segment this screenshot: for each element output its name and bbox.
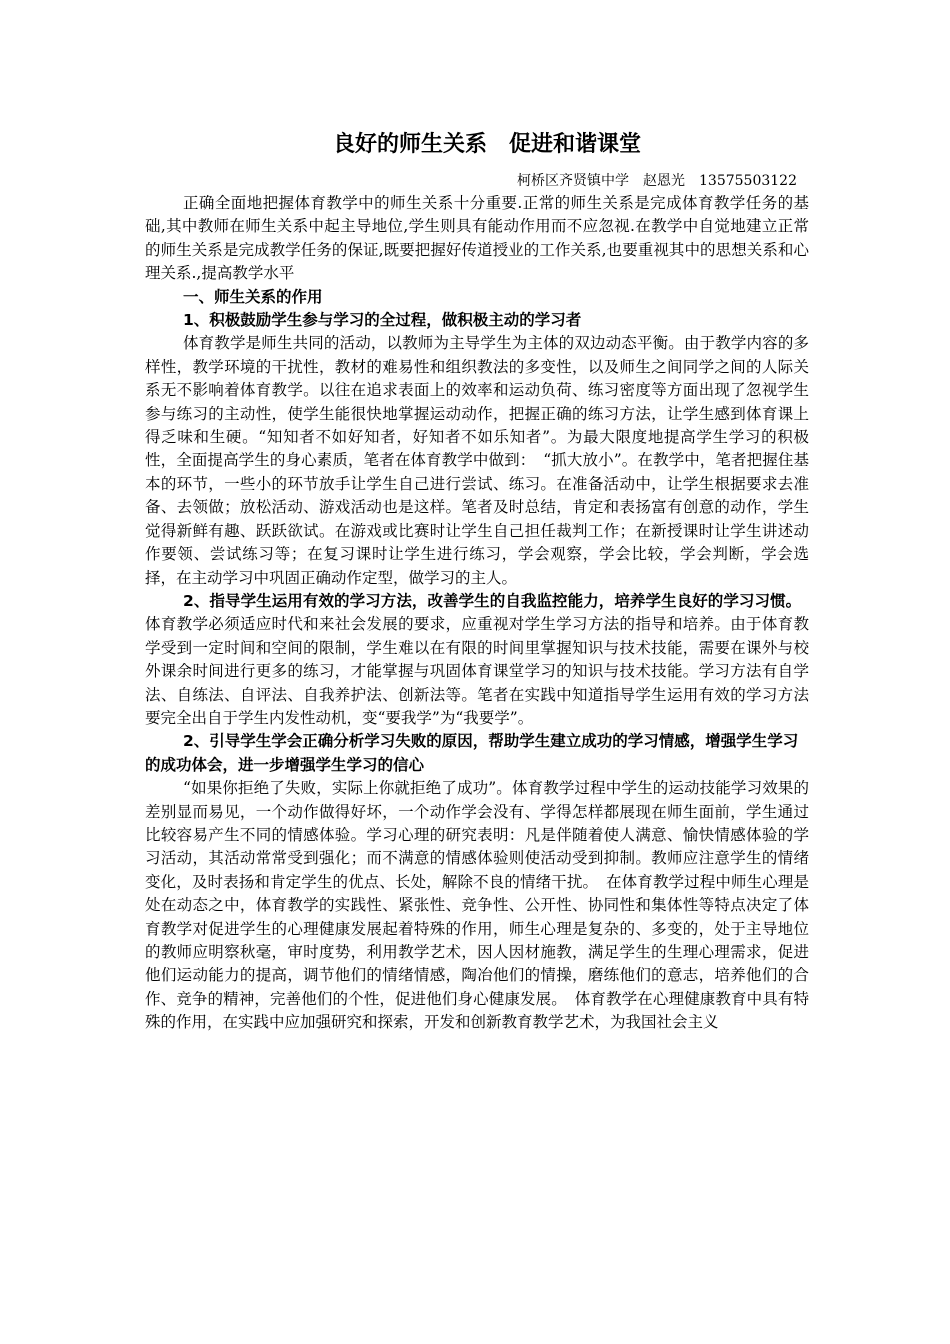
- subsection-body-1: 体育教学是师生共同的活动，以教师为主导学生为主体的双边动态平衡。由于教学内容的多样性，教学环境的干扰性，教材的难易性和组织教法的多变性，以及师生之间同学之间的人际关系无不影响着体育教学。以往在追求表面上的效率和运动负荷、练习密度等方面出现了忽视学生参与练习的主动性，使学生能很快地掌握运动动作，把握正确的练习方法，让学生感到体育课上得乏味和生硬。“知知者不如好知者，好知者不如乐知者”。为最大限度地提高学生学习的积极性，全面提高学生的身心素质，笔者在体育教学中做到： “抓大放小”。在教学中，笔者把握住基本的环节，一些小的环节放手让学生自己进行尝试、练习。在准备活动中，让学生根据要求去准备、去领做；放松活动、游戏活动也是这样。笔者及时总结，肯定和表扬富有创意的动作，学生觉得新鲜有趣、跃跃欲试。在游戏或比赛时让学生自己担任裁判工作；在新授课时让学生讲述动作要领、尝试练习等；在复习课时让学生进行练习，学会观察，学会比较，学会判断，学会选择，在主动学习中巩固正确动作定型，做学习的主人。: [145, 334, 809, 587]
- subsection-heading-3: 2、引导学生学会正确分析学习失败的原因，帮助学生建立成功的学习情感，增强学生学习的成功体会，进一步增强学生学习的信心: [145, 732, 799, 774]
- section-heading-1: 一、师生关系的作用: [183, 287, 323, 306]
- document-title: 良好的师生关系 促进和谐课堂: [332, 132, 641, 157]
- subsection-heading-1: 1、积极鼓励学生参与学习的全过程，做积极主动的学习者: [183, 311, 582, 330]
- subsection-body-2: 体育教学必须适应时代和来社会发展的要求，应重视对学生学习方法的指导和培养。由于体育教学受到一定时间和空间的限制，学生难以在有限的时间里掌握知识与技术技能，需要在课外与校外课余时间进行更多的练习，才能掌握与巩固体育课堂学习的知识与技术技能。学习方法有自学法、自练法、自评法、自我养护法、创新法等。笔者在实践中知道指导学生运用有效的学习方法要完全出自于学生内发性动机，变“要我学”为“我要学”。: [145, 591, 809, 727]
- document-page: [145, 130, 809, 1035]
- subsection-heading-2: 2、指导学生运用有效的学习方法，改善学生的自我监控能力，培养学生良好的学习习惯。: [183, 591, 794, 610]
- subsection-paragraph-2: [145, 590, 809, 730]
- subsection-body-3: “如果你拒绝了失败，实际上你就拒绝了成功”。体育教学过程中学生的运动技能学习效果的差别显而易见，一个动作做得好坏，一个动作学会没有、学得怎样都展现在师生面前，学生通过比较容易产生不同的情感体验。学习心理的研究表明：凡是伴随着使人满意、愉快情感体验的学习活动，其活动常常受到强化；而不满意的情感体验则使活动受到抑制。教师应注意学生的情绪变化，及时表扬和肯定学生的优点、长处，解除不良的情绪干扰。 在体育教学过程中师生心理是处在动态之中，体育教学的实践性、紧张性、竞争性、公开性、协同性和集体性等特点决定了体育教学对促进学生的心理健康发展起着特殊的作用，师生心理是复杂的、多变的，处于主导地位的教师应明察秋毫，审时度势，利用教学艺术，因人因材施教，满足学生的生理心理需求，促进他们运动能力的提高，调节他们的情绪情感，陶冶他们的情操，磨练他们的意志，培养他们的合作、竞争的精神，完善他们的个性，促进他们身心健康发展。 体育教学在心理健康教育中具有特殊的作用，在实践中应加强研究和探索，开发和创新教育教学艺术，为我国社会主义: [145, 779, 809, 1032]
- intro-paragraph: 正确全面地把握体育教学中的师生关系十分重要.正常的师生关系是完成体育教学任务的基础,其中教师在师生关系中起主导地位,学生则具有能动作用而不应忽视.在教学中自觉地建立正常的师生关系是完成教学任务的保证,既要把握好传道授业的工作关系,也要重视其中的思想关系和心理关系.,提高教学水平: [145, 194, 809, 283]
- author-byline: 柯桥区齐贤镇中学 赵恩光 13575503122: [517, 173, 797, 189]
